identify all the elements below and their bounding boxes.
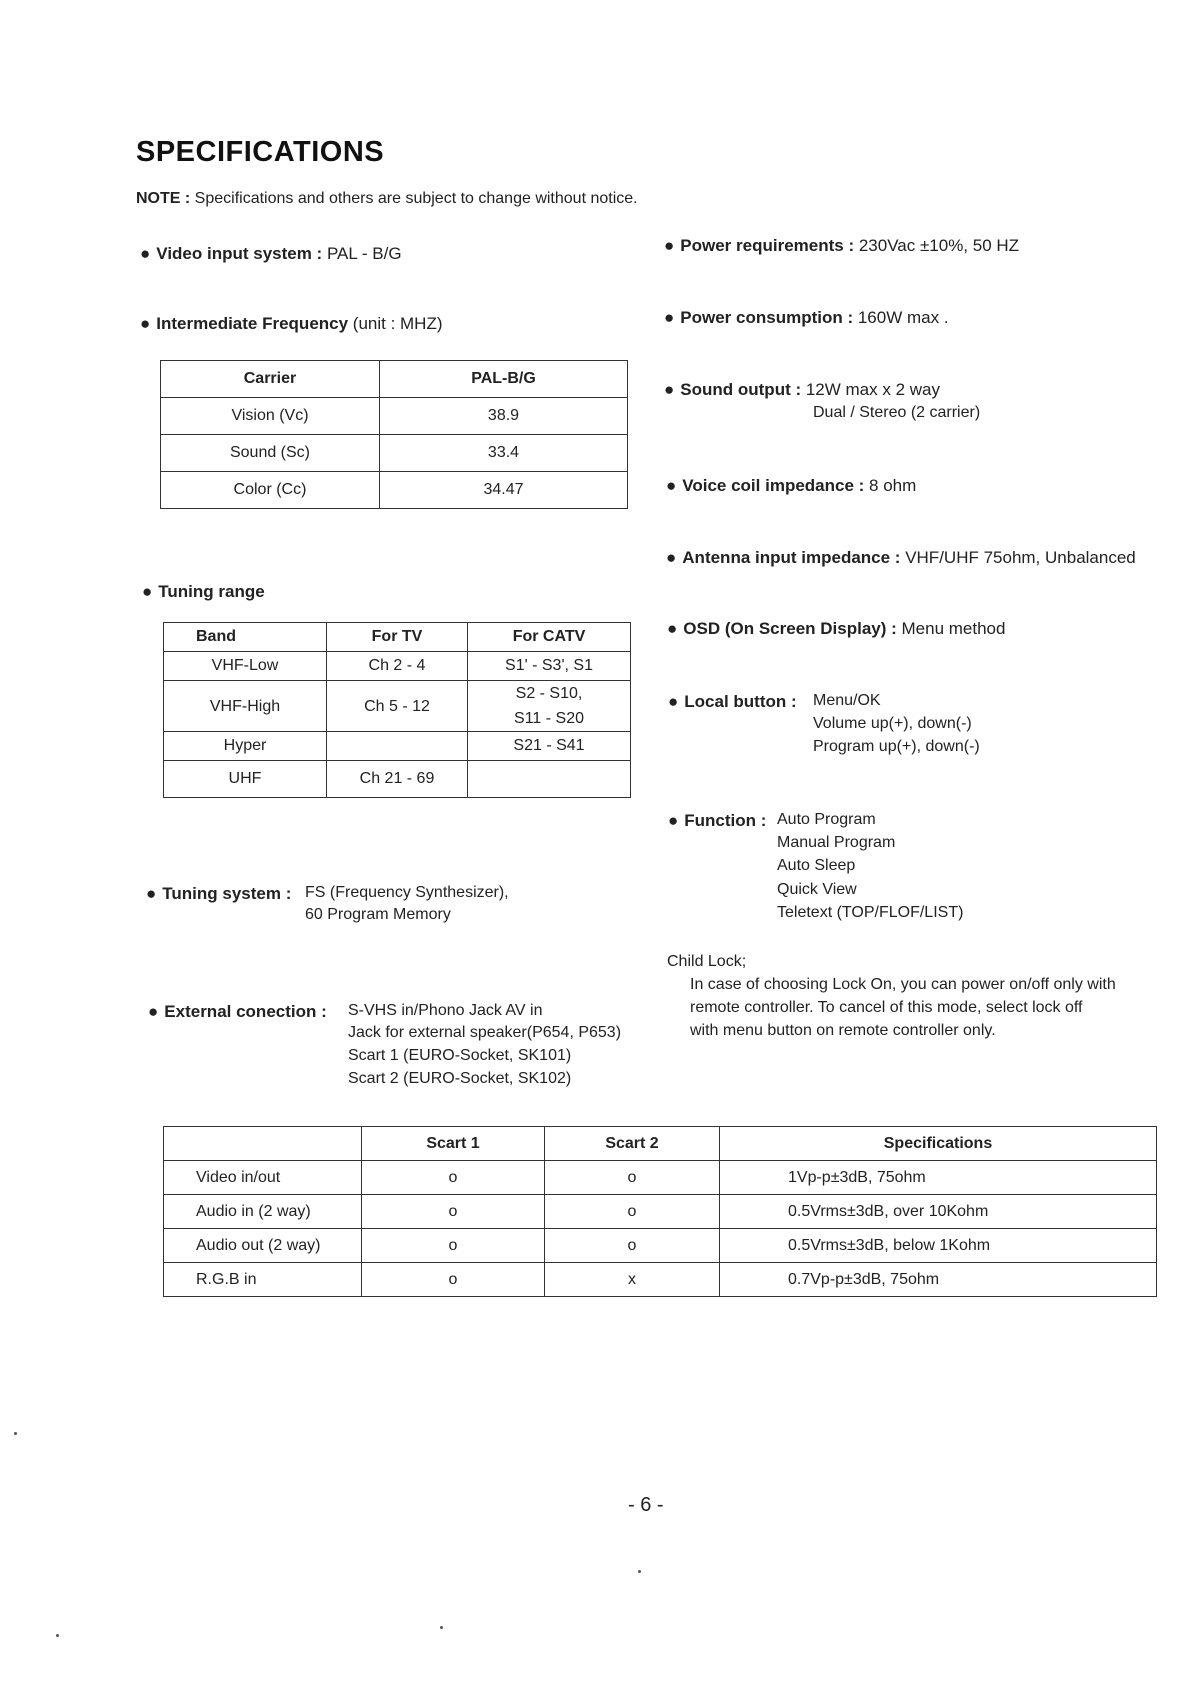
table-row [164,732,631,761]
table-row [161,472,628,509]
table-row [164,1161,1157,1195]
spec-if [140,312,443,335]
external-line: S-VHS in/Phono Jack AV in [348,1002,543,1019]
spec-label: Antenna input impedance : [682,548,901,567]
bullet-icon: ● [140,314,151,333]
table-cell: 0.7Vp-p±3dB, 75ohm [720,1263,1157,1297]
table-cell: o [362,1263,545,1297]
spec-value: PAL - B/G [322,244,402,263]
sound-output-line: Dual / Stereo (2 carrier) [813,404,981,421]
spec-label: OSD (On Screen Display) : [683,619,897,638]
scan-speck [56,1634,59,1637]
note [136,190,638,208]
spec-external [148,1000,327,1023]
bullet-icon: ● [668,692,679,711]
page-title: SPECIFICATIONS [136,136,385,168]
table-cell: S1' - S3', S1 [468,652,631,681]
table-header: For CATV [468,623,631,652]
table-cell: 0.5Vrms±3dB, below 1Kohm [720,1229,1157,1263]
bullet-icon: ● [667,619,678,638]
spec-antenna [666,546,1136,569]
table-header [164,1127,362,1161]
spec-label: Function : [684,811,767,830]
table-cell: R.G.B in [164,1263,362,1297]
table-header-row [164,623,631,652]
table-cell: o [545,1229,720,1263]
table-row [164,681,631,732]
catv-line: S2 - S10, [515,685,583,702]
spec-label: Video input system : [156,244,323,263]
table-cell: Video in/out [164,1161,362,1195]
note-text: Specifications and others are subject to change without notice. [190,190,638,207]
bullet-icon: ● [664,236,675,255]
scan-speck [14,1432,17,1435]
table-cell: Audio in (2 way) [164,1195,362,1229]
table-header: Scart 1 [362,1127,545,1161]
table-header: Band [164,623,327,652]
external-line: Jack for external speaker(P654, P653) [348,1024,622,1041]
table-cell: 38.9 [380,398,628,435]
table-cell: Sound (Sc) [161,435,380,472]
spec-value: 12W max x 2 way [801,380,940,399]
bullet-icon: ● [142,582,153,601]
table-cell: x [545,1263,720,1297]
spec-unit: (unit : MHZ) [348,314,443,333]
tuning-system-line: 60 Program Memory [305,906,451,923]
spec-osd [667,617,1005,640]
table-header: PAL-B/G [380,361,628,398]
table-cell: Ch 2 - 4 [327,652,468,681]
function-line: Manual Program [777,834,896,851]
table-header-row [164,1127,1157,1161]
child-lock-label: Child Lock; [667,953,747,970]
table-cell: o [545,1195,720,1229]
table-cell: S21 - S41 [468,732,631,761]
spec-value: VHF/UHF 75ohm, Unbalanced [900,548,1136,567]
external-line: Scart 2 (EURO-Socket, SK102) [348,1070,572,1087]
scan-speck [638,1570,641,1573]
table-cell: Vision (Vc) [161,398,380,435]
spec-label: Tuning range [158,582,265,601]
table-cell: 34.47 [380,472,628,509]
external-connection-table [163,1126,1157,1297]
spec-label: Tuning system : [162,884,292,903]
bullet-icon: ● [146,884,157,903]
table-cell: Audio out (2 way) [164,1229,362,1263]
child-lock-line: In case of choosing Lock On, you can power on/off only with [690,976,1116,993]
table-cell: o [362,1195,545,1229]
table-cell: o [362,1229,545,1263]
page-number: - 6 - [628,1494,664,1516]
spec-function [668,809,766,832]
spec-label: Power consumption : [680,308,854,327]
table-row [161,398,628,435]
table-row [161,435,628,472]
table-cell: VHF-Low [164,652,327,681]
table-cell [468,761,631,798]
table-cell: VHF-High [164,681,327,732]
table-cell: Ch 21 - 69 [327,761,468,798]
note-label: NOTE : [136,190,191,207]
table-row [164,1263,1157,1297]
table-row [164,761,631,798]
spec-tuning-range [142,580,265,603]
table-header: Carrier [161,361,380,398]
spec-local-button [668,690,797,713]
table-cell [468,681,631,732]
table-cell: 0.5Vrms±3dB, over 10Kohm [720,1195,1157,1229]
table-cell: o [545,1161,720,1195]
spec-value: 8 ohm [864,476,917,495]
spec-label: Local button : [684,692,797,711]
spec-sound-output [664,378,940,401]
function-line: Auto Program [777,811,876,828]
table-header: Scart 2 [545,1127,720,1161]
spec-power-consumption [664,306,949,329]
table-row [164,1195,1157,1229]
table-header: For TV [327,623,468,652]
table-cell: 1Vp-p±3dB, 75ohm [720,1161,1157,1195]
table-row [164,652,631,681]
bullet-icon: ● [664,308,675,327]
spec-voice-coil [666,474,916,497]
spec-value: 160W max . [853,308,949,327]
function-line: Auto Sleep [777,857,856,874]
bullet-icon: ● [668,811,679,830]
spec-label: Intermediate Frequency [156,314,349,333]
local-button-line: Program up(+), down(-) [813,738,980,755]
local-button-line: Menu/OK [813,692,881,709]
catv-line: S11 - S20 [514,710,584,727]
external-line: Scart 1 (EURO-Socket, SK101) [348,1047,572,1064]
tuning-range-table [163,622,631,798]
scan-speck [440,1626,443,1629]
bullet-icon: ● [148,1002,159,1021]
bullet-icon: ● [664,380,675,399]
table-cell [327,732,468,761]
function-line: Teletext (TOP/FLOF/LIST) [777,904,964,921]
table-row [164,1229,1157,1263]
local-button-line: Volume up(+), down(-) [813,715,972,732]
table-cell: 33.4 [380,435,628,472]
spec-label: Voice coil impedance : [682,476,865,495]
table-cell: Hyper [164,732,327,761]
table-header-row [161,361,628,398]
if-table [160,360,628,509]
spec-value: 230Vac ±10%, 50 HZ [854,236,1020,255]
spec-value: Menu method [896,619,1006,638]
child-lock-line: with menu button on remote controller only. [690,1022,996,1039]
table-cell: Color (Cc) [161,472,380,509]
spec-power-requirements [664,234,1019,257]
spec-video-input [140,242,402,265]
table-cell: UHF [164,761,327,798]
table-header: Specifications [720,1127,1157,1161]
spec-label: Sound output : [680,380,802,399]
spec-label: Power requirements : [680,236,855,255]
spec-label: External conection : [164,1002,327,1021]
spec-tuning-system [146,882,291,905]
bullet-icon: ● [666,476,677,495]
function-line: Quick View [777,881,857,898]
child-lock-line: remote controller. To cancel of this mode, select lock off [690,999,1083,1016]
table-cell: o [362,1161,545,1195]
bullet-icon: ● [666,548,677,567]
table-cell: Ch 5 - 12 [327,681,468,732]
tuning-system-line: FS (Frequency Synthesizer), [305,884,509,901]
bullet-icon: ● [140,244,151,263]
